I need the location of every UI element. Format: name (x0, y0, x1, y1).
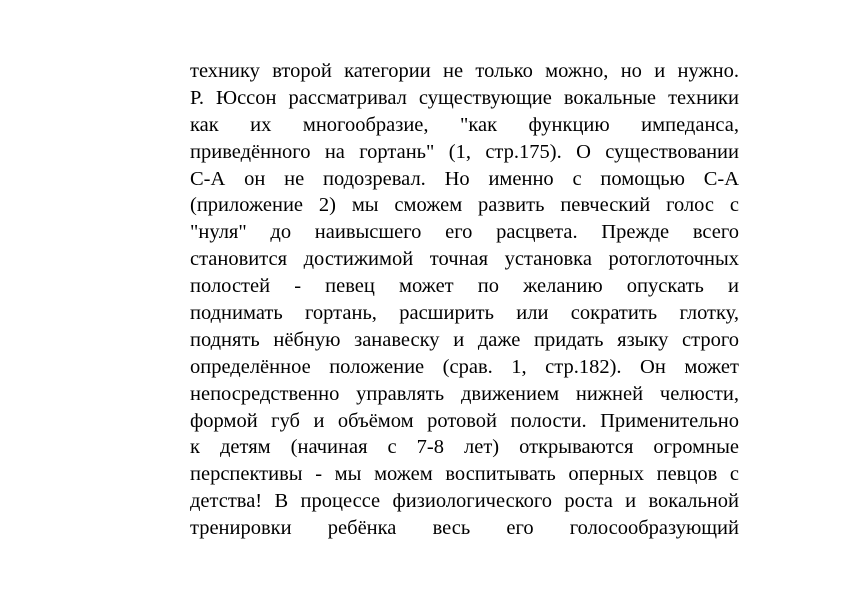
text-line-2: Р. Юссон рассматривал существующие вокальные техники (190, 86, 739, 109)
text-line-14: формой губ и объёмом ротовой полости. Применительно (190, 409, 739, 432)
text-line-12: определённое положение (срав. 1, стр.182). Он может (190, 355, 739, 378)
text-line-15: к детям (начиная с 7-8 лет) открываются огромные (190, 436, 739, 459)
text-line-18: тренировки ребёнка весь его голосообразующий (190, 517, 739, 540)
text-line-8: становится достижимой точная установка ротоглоточных (190, 248, 739, 271)
text-line-11: поднять нёбную занавеску и даже придать языку строго (190, 328, 739, 351)
body-text (190, 58, 739, 542)
text-line-7: "нуля" до наивысшего его расцвета. Прежде всего (190, 221, 739, 244)
text-line-9: полостей - певец может по желанию опускать и (190, 275, 739, 298)
text-line-1: технику второй категории не только можно, но и нужно. (190, 60, 739, 82)
text-line-5: С-А он не подозревал. Но именно с помощью С-А (190, 167, 739, 190)
text-line-10: поднимать гортань, расширить или сократить глотку, (190, 302, 739, 325)
text-line-13: непосредственно управлять движением нижней челюсти, (190, 382, 739, 405)
text-line-16: перспективы - мы можем воспитывать оперных певцов с (190, 463, 739, 486)
text-line-4: приведённого на гортань" (1, стр.175). О существовании (190, 140, 739, 163)
text-line-6: (приложение 2) мы сможем развить певческий голос с (190, 194, 739, 217)
text-line-3: как их многообразие, "как функцию импеданса, (190, 113, 739, 136)
text-line-17: детства! В процессе физиологического роста и вокальной (190, 490, 739, 513)
